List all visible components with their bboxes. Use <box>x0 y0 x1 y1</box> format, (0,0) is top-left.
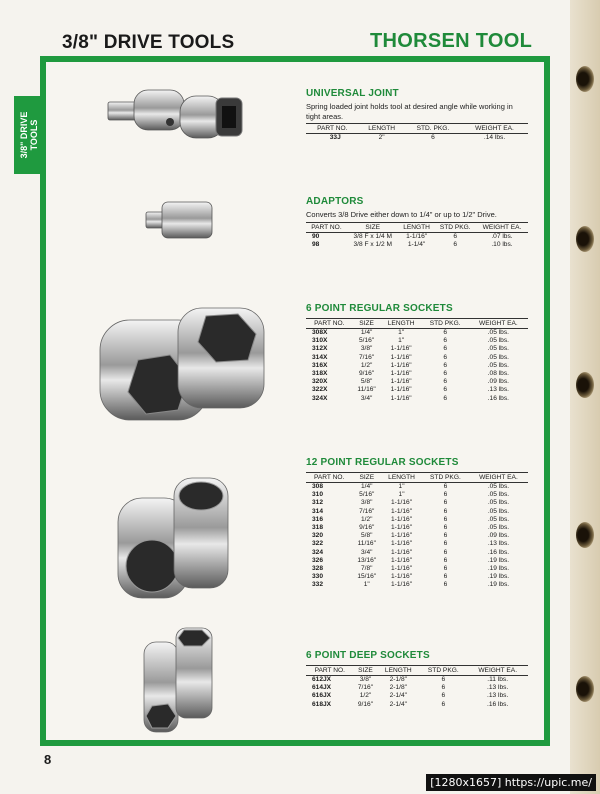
size-cell: 3/4" <box>361 548 373 556</box>
length-cell: 1-1/16" <box>391 515 413 523</box>
weight-cell: .05 lbs. <box>487 337 509 345</box>
size-cell: 5/16" <box>359 337 375 345</box>
part-number: 616JX <box>312 692 332 700</box>
part-number: 322X <box>312 386 328 394</box>
part-number: 314 <box>312 507 324 515</box>
part-number: 318X <box>312 370 328 378</box>
column-header: STD. PKG. <box>405 124 461 134</box>
length-cell: 1-1/16" <box>390 378 412 386</box>
column-header: PART NO. <box>306 222 347 232</box>
section-6pt-deep-sockets <box>306 650 528 709</box>
table-row <box>306 684 528 692</box>
part-number: 314X <box>312 353 328 361</box>
length-cell: 2-1/8" <box>389 684 407 692</box>
size-cell: 7/16" <box>357 684 374 692</box>
section-title: 12 POINT REGULAR SOCKETS <box>306 457 459 468</box>
column-header: SIZE <box>353 319 381 329</box>
table-row <box>306 581 528 589</box>
table-row <box>306 395 528 403</box>
column-header: LENGTH <box>399 222 435 232</box>
length-cell: 1-1/16" <box>391 532 413 540</box>
weight-cell: .13 lbs. <box>487 692 509 700</box>
length-cell: 1" <box>398 491 405 499</box>
table-row <box>306 483 528 492</box>
pkg-cell: 6 <box>453 240 458 248</box>
side-tab <box>14 96 44 174</box>
part-number: 308 <box>312 483 324 490</box>
column-header: PART NO. <box>306 124 359 134</box>
weight-cell: .05 lbs. <box>487 524 510 532</box>
column-header: STD PKG. <box>435 222 476 232</box>
column-header: LENGTH <box>359 124 405 134</box>
length-cell: 1-1/16" <box>390 345 412 353</box>
part-number: 98 <box>312 240 320 248</box>
weight-cell: .05 lbs. <box>487 329 509 336</box>
pkg-cell: 6 <box>453 232 458 240</box>
length-cell: 1-1/16" <box>390 353 412 361</box>
spec-table <box>306 123 528 142</box>
adaptor-image <box>140 196 220 246</box>
length-cell: 1-1/16" <box>391 581 413 589</box>
part-number: 612JX <box>312 676 332 683</box>
column-header: WEIGHT EA. <box>476 222 528 232</box>
size-cell: 3/8" <box>360 345 373 353</box>
weight-cell: .05 lbs. <box>487 491 510 499</box>
weight-cell: .05 lbs. <box>487 361 509 369</box>
pkg-cell: 6 <box>443 345 447 353</box>
table-row <box>306 491 528 499</box>
image-host-tag: [1280x1657] https://upic.me/ <box>426 774 596 791</box>
size-cell: 7/16" <box>359 507 375 515</box>
table-row <box>306 386 528 394</box>
column-header: WEIGHT EA. <box>461 124 528 134</box>
weight-cell: .05 lbs. <box>487 499 510 507</box>
weight-cell: .08 lbs. <box>487 370 509 378</box>
part-number: 320X <box>312 378 328 386</box>
pkg-cell: 6 <box>443 524 448 532</box>
length-cell: 1-1/16" <box>391 499 413 507</box>
pkg-cell: 6 <box>443 386 447 394</box>
pkg-cell: 6 <box>443 394 447 402</box>
part-number: 324 <box>312 548 324 556</box>
spec-table <box>306 318 528 403</box>
length-cell: 1-1/16" <box>391 548 413 556</box>
pkg-cell: 6 <box>443 565 448 573</box>
weight-cell: .16 lbs. <box>487 700 509 708</box>
spec-table <box>306 665 528 709</box>
length-cell: 2-1/4" <box>389 700 407 708</box>
table-row <box>306 378 528 386</box>
pkg-cell: 6 <box>443 499 448 507</box>
weight-cell: .05 lbs. <box>487 507 510 515</box>
part-number: 316X <box>312 361 328 369</box>
section-12pt-regular-sockets <box>306 457 528 590</box>
part-number: 90 <box>312 232 320 240</box>
section-title: UNIVERSAL JOINT <box>306 88 399 99</box>
weight-cell: .14 lbs. <box>483 134 506 141</box>
binder-hole <box>576 226 594 252</box>
column-header: STD PKG. <box>419 666 467 676</box>
size-cell: 11/16" <box>357 540 376 548</box>
six-point-sockets-image <box>98 300 268 430</box>
pkg-cell: 6 <box>441 700 446 708</box>
pkg-cell: 6 <box>443 515 448 523</box>
column-header: SIZE <box>354 666 378 676</box>
page-number: 8 <box>44 752 52 767</box>
table-row <box>306 692 528 700</box>
size-cell: 5/8" <box>361 532 373 540</box>
table-row <box>306 540 528 548</box>
universal-joint-image <box>100 80 250 150</box>
pkg-cell: 6 <box>443 540 448 548</box>
column-header: LENGTH <box>381 473 422 483</box>
table-row <box>306 524 528 532</box>
weight-cell: .13 lbs. <box>487 684 509 692</box>
part-number: 308X <box>312 329 328 336</box>
pkg-cell: 6 <box>443 337 447 345</box>
size-cell: 5/16" <box>359 491 375 499</box>
column-header: SIZE <box>347 222 399 232</box>
pkg-cell: 6 <box>443 370 447 378</box>
size-cell: 9/16" <box>359 370 375 378</box>
weight-cell: .05 lbs. <box>487 483 510 490</box>
part-number: 330 <box>312 573 324 581</box>
size-cell: 15/16" <box>357 573 377 581</box>
column-header: LENGTH <box>377 666 419 676</box>
pkg-cell: 6 <box>443 507 448 515</box>
pkg-cell: 6 <box>443 361 447 369</box>
pkg-cell: 6 <box>441 692 446 700</box>
weight-cell: .16 lbs. <box>487 394 509 402</box>
length-cell: 1" <box>398 329 405 336</box>
weight-cell: .16 lbs. <box>487 548 510 556</box>
column-header: STD PKG. <box>422 473 469 483</box>
weight-cell: .19 lbs. <box>487 573 510 581</box>
pkg-cell: 6 <box>443 491 448 499</box>
table-row <box>306 573 528 581</box>
part-number: 614JX <box>312 684 332 692</box>
length-cell: 1-1/4" <box>407 240 426 248</box>
part-number: 326 <box>312 556 324 564</box>
binder-hole <box>576 522 594 548</box>
part-number: 618JX <box>312 700 332 708</box>
size-cell: 1/4" <box>360 329 373 336</box>
size-cell: 7/8" <box>361 565 373 573</box>
size-cell: 9/16" <box>357 700 374 708</box>
column-header: PART NO. <box>306 319 353 329</box>
size-cell: 3/8" <box>361 499 373 507</box>
length-cell: 2-1/8" <box>389 676 407 683</box>
pkg-cell: 6 <box>443 353 447 361</box>
pkg-cell: 6 <box>443 556 448 564</box>
size-cell: 3/8 F x 1/2 M <box>353 240 392 248</box>
section-title: ADAPTORS <box>306 196 364 207</box>
table-row <box>306 549 528 557</box>
pkg-cell: 6 <box>441 676 446 683</box>
pkg-cell: 6 <box>443 532 448 540</box>
binder-edge <box>570 0 600 794</box>
column-header: WEIGHT EA. <box>469 473 528 483</box>
size-cell: 5/8" <box>360 378 373 386</box>
size-cell: 1/2" <box>360 361 373 369</box>
length-cell: 1-1/16" <box>391 524 413 532</box>
size-cell: 13/16" <box>357 556 377 564</box>
section-description: Spring loaded joint holds tool at desired angle while working in tight areas. <box>306 102 513 121</box>
length-cell: 1" <box>398 337 405 345</box>
section-universal-joint <box>306 88 528 142</box>
weight-cell: .05 lbs. <box>487 515 510 523</box>
size-cell: 3/4" <box>360 394 373 402</box>
section-6pt-regular-sockets <box>306 303 528 403</box>
weight-cell: .09 lbs. <box>487 532 510 540</box>
size-cell: 3/8" <box>359 676 372 683</box>
table-row <box>306 508 528 516</box>
side-tab-line2: TOOLS <box>29 119 39 151</box>
table-row <box>306 370 528 378</box>
table-row <box>306 354 528 362</box>
brand-title: THORSEN TOOL <box>370 30 533 52</box>
twelve-point-sockets-image <box>112 476 232 604</box>
pkg-cell: 6 <box>443 573 448 581</box>
length-cell: 1" <box>398 483 405 490</box>
binder-hole <box>576 372 594 398</box>
table-row <box>306 516 528 524</box>
weight-cell: .13 lbs. <box>487 540 510 548</box>
length-cell: 1-1/16" <box>390 386 412 394</box>
spec-table <box>306 472 528 590</box>
table-row <box>306 499 528 507</box>
weight-cell: .19 lbs. <box>487 581 510 589</box>
table-row <box>306 532 528 540</box>
length-cell: 1-1/16" <box>391 540 413 548</box>
weight-cell: .09 lbs. <box>487 378 509 386</box>
pkg-cell: 6 <box>443 378 447 386</box>
length-cell: 1-1/16" <box>391 573 413 581</box>
weight-cell: .05 lbs. <box>487 345 509 353</box>
column-header: WEIGHT EA. <box>469 319 528 329</box>
binder-hole <box>576 66 594 92</box>
part-number: 310X <box>312 337 328 345</box>
length-cell: 1-1/16" <box>391 507 413 515</box>
page-title: 3/8" DRIVE TOOLS <box>62 32 235 53</box>
part-number: 312 <box>312 499 324 507</box>
size-cell: 1/2" <box>361 515 373 523</box>
column-header: LENGTH <box>381 319 422 329</box>
weight-cell: .10 lbs. <box>491 240 513 248</box>
section-description: Converts 3/8 Drive either down to 1/4" or up to 1/2" Drive. <box>306 210 497 219</box>
table-row <box>306 337 528 345</box>
length-cell: 2" <box>378 134 385 141</box>
size-cell: 1/4" <box>361 483 373 490</box>
table-row <box>306 345 528 353</box>
table-row <box>306 329 528 338</box>
pkg-cell: 6 <box>443 581 448 589</box>
table-row <box>306 557 528 565</box>
pkg-cell: 6 <box>431 134 435 141</box>
weight-cell: .19 lbs. <box>487 565 510 573</box>
part-number: 33J <box>329 134 341 141</box>
weight-cell: .13 lbs. <box>487 386 509 394</box>
size-cell: 11/16" <box>357 386 376 394</box>
table-row <box>306 701 528 709</box>
part-number: 324X <box>312 394 328 402</box>
deep-sockets-image <box>140 624 220 734</box>
size-cell: 1" <box>363 581 370 589</box>
weight-cell: .07 lbs. <box>491 232 513 240</box>
column-header: SIZE <box>352 473 381 483</box>
table-row <box>306 241 528 249</box>
binder-hole <box>576 676 594 702</box>
section-adaptors <box>306 196 528 249</box>
part-number: 316 <box>312 515 324 523</box>
length-cell: 1-1/16" <box>390 394 412 402</box>
table-row <box>306 232 528 241</box>
part-number: 322 <box>312 540 324 548</box>
length-cell: 1-1/16" <box>391 556 413 564</box>
column-header: WEIGHT EA. <box>467 666 528 676</box>
table-row <box>306 362 528 370</box>
column-header: PART NO. <box>306 666 354 676</box>
size-cell: 9/16" <box>359 524 375 532</box>
spec-table <box>306 222 528 249</box>
part-number: 328 <box>312 565 324 573</box>
part-number: 318 <box>312 524 324 532</box>
weight-cell: .11 lbs. <box>487 676 509 683</box>
length-cell: 2-1/4" <box>389 692 407 700</box>
table-row <box>306 565 528 573</box>
pkg-cell: 6 <box>443 548 448 556</box>
pkg-cell: 6 <box>443 329 447 336</box>
length-cell: 1-1/16" <box>391 565 413 573</box>
weight-cell: .19 lbs. <box>487 556 510 564</box>
section-title: 6 POINT DEEP SOCKETS <box>306 650 430 661</box>
part-number: 320 <box>312 532 324 540</box>
size-cell: 3/8 F x 1/4 M <box>353 232 392 240</box>
section-title: 6 POINT REGULAR SOCKETS <box>306 303 453 314</box>
pkg-cell: 6 <box>443 483 448 490</box>
length-cell: 1-1/16" <box>390 370 412 378</box>
part-number: 310 <box>312 491 324 499</box>
size-cell: 7/16" <box>359 353 375 361</box>
table-row <box>306 676 528 685</box>
part-number: 332 <box>312 581 324 589</box>
length-cell: 1-1/16" <box>406 232 428 240</box>
size-cell: 1/2" <box>359 692 372 700</box>
table-row <box>306 134 528 143</box>
part-number: 312X <box>312 345 328 353</box>
length-cell: 1-1/16" <box>390 361 412 369</box>
side-tab-line1: 3/8" DRIVE <box>19 111 29 159</box>
column-header: STD PKG. <box>422 319 469 329</box>
column-header: PART NO. <box>306 473 352 483</box>
weight-cell: .05 lbs. <box>487 353 509 361</box>
pkg-cell: 6 <box>441 684 446 692</box>
